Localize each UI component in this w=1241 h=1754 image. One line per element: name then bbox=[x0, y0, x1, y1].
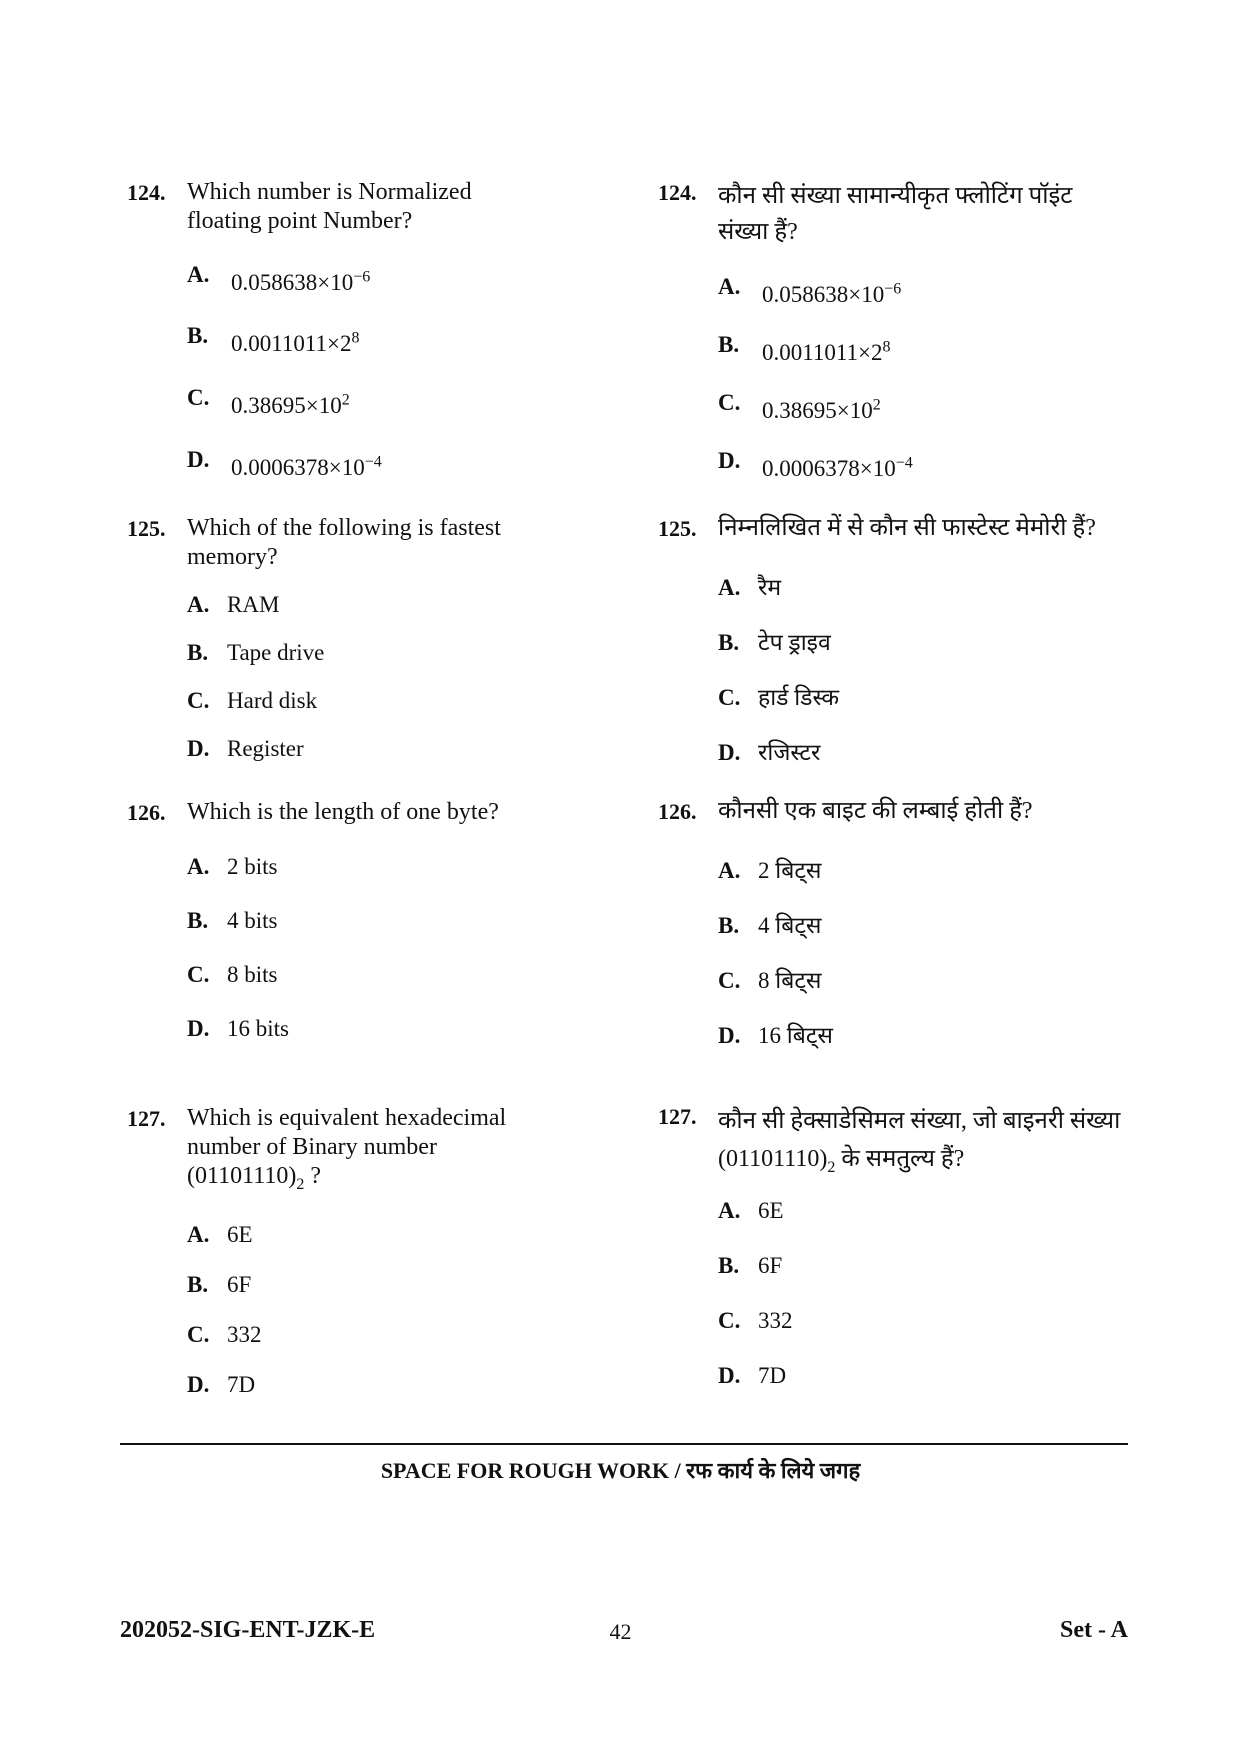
option-a: A. 2 bits bbox=[187, 854, 278, 879]
rough-work-heading: SPACE FOR ROUGH WORK / रफ कार्य के लिये जगह bbox=[380, 1458, 861, 1483]
option-d: D. रजिस्टर bbox=[718, 740, 821, 765]
question-127-en bbox=[127, 1104, 597, 1204]
question-text: Which is equivalent hexadecimal number of Binary number $(01101110)_2$ ? bbox=[187, 1105, 507, 1193]
question-number: 125. bbox=[658, 516, 697, 541]
question-text: निम्नलिखित में से कौन सी फास्टेस्ट मेमोरी हैं? bbox=[718, 515, 1096, 541]
question-text: Which number is Normalized floating point Number? bbox=[187, 179, 472, 234]
option-c: C. $0.38695\times 10^2$ bbox=[718, 390, 881, 423]
option-a: A. $0.058638\times 10^{-6}$ bbox=[187, 262, 371, 295]
question-number: 126. bbox=[658, 799, 697, 824]
option-a: A. रैम bbox=[718, 575, 782, 600]
option-c: C. हार्ड डिस्क bbox=[718, 685, 840, 710]
question-number: 125. bbox=[127, 516, 166, 541]
option-a: A. 6E bbox=[187, 1222, 253, 1247]
divider-line bbox=[120, 1443, 1128, 1445]
question-125-hi bbox=[658, 514, 1138, 554]
option-d: D. 16 बिट्स bbox=[718, 1023, 833, 1048]
option-b: B. 4 बिट्स bbox=[718, 913, 822, 938]
hindi-column bbox=[658, 0, 1138, 1400]
option-c: C. 332 bbox=[718, 1308, 793, 1333]
page-number: 42 bbox=[609, 1619, 632, 1644]
option-a: A. RAM bbox=[187, 592, 280, 617]
option-c: C. 332 bbox=[187, 1322, 262, 1347]
set-label: Set - A bbox=[1060, 1617, 1128, 1643]
question-125-en bbox=[127, 514, 597, 584]
option-d: D. 16 bits bbox=[187, 1016, 289, 1041]
question-number: 127. bbox=[127, 1106, 166, 1131]
option-c: C. 8 bits bbox=[187, 962, 278, 987]
question-124-hi bbox=[658, 178, 1138, 248]
option-b: B. 4 bits bbox=[187, 908, 278, 933]
option-b: B. $0.0011011\times 2^8$ bbox=[187, 323, 360, 356]
option-b: B. $0.0011011\times 2^8$ bbox=[718, 332, 891, 365]
option-a: A. $0.058638\times 10^{-6}$ bbox=[718, 274, 902, 307]
english-column bbox=[127, 0, 597, 1400]
question-text: Which of the following is fastest memory? bbox=[187, 515, 501, 570]
question-127-hi bbox=[658, 1102, 1138, 1182]
option-d: D. Register bbox=[187, 736, 304, 761]
option-b: B. टेप ड्राइव bbox=[718, 630, 831, 655]
question-text: Which is the length of one byte? bbox=[187, 799, 499, 825]
question-number: 124. bbox=[658, 180, 697, 205]
question-number: 127. bbox=[658, 1104, 697, 1129]
question-text: कौनसी एक बाइट की लम्बाई होती हैं? bbox=[718, 798, 1033, 824]
paper-code: 202052-SIG-ENT-JZK-E bbox=[120, 1617, 376, 1643]
option-a: A. 2 बिट्स bbox=[718, 858, 822, 883]
question-text: कौन सी हेक्साडेसिमल संख्या, जो बाइनरी संख्या $(01101110)_2$ के समतुल्य हैं? bbox=[718, 1108, 1121, 1176]
option-a: A. 6E bbox=[718, 1198, 784, 1223]
option-c: C. 8 बिट्स bbox=[718, 968, 822, 993]
option-b: B. 6F bbox=[187, 1272, 252, 1297]
question-126-hi bbox=[658, 797, 1138, 837]
option-d: D. $0.0006378\times 10^{-4}$ bbox=[718, 448, 913, 481]
binary-number: $(01101110)_2$ ? bbox=[187, 1163, 321, 1193]
question-number: 126. bbox=[127, 800, 166, 825]
option-d: D. $0.0006378\times 10^{-4}$ bbox=[187, 447, 382, 480]
option-d: D. 7D bbox=[718, 1363, 787, 1388]
question-text: कौन सी संख्या सामान्यीकृत फ्लोटिंग पॉइंट संख्या हैं? bbox=[718, 183, 1073, 245]
question-126-en bbox=[127, 798, 597, 838]
option-c: C. $0.38695\times 10^2$ bbox=[187, 385, 350, 418]
question-number: 124. bbox=[127, 180, 166, 205]
binary-number: $(01101110)_2$ के समतुल्य हैं? bbox=[718, 1146, 965, 1176]
option-c: C. Hard disk bbox=[187, 688, 318, 713]
option-b: B. Tape drive bbox=[187, 640, 325, 665]
option-b: B. 6F bbox=[718, 1253, 783, 1278]
option-d: D. 7D bbox=[187, 1372, 256, 1397]
